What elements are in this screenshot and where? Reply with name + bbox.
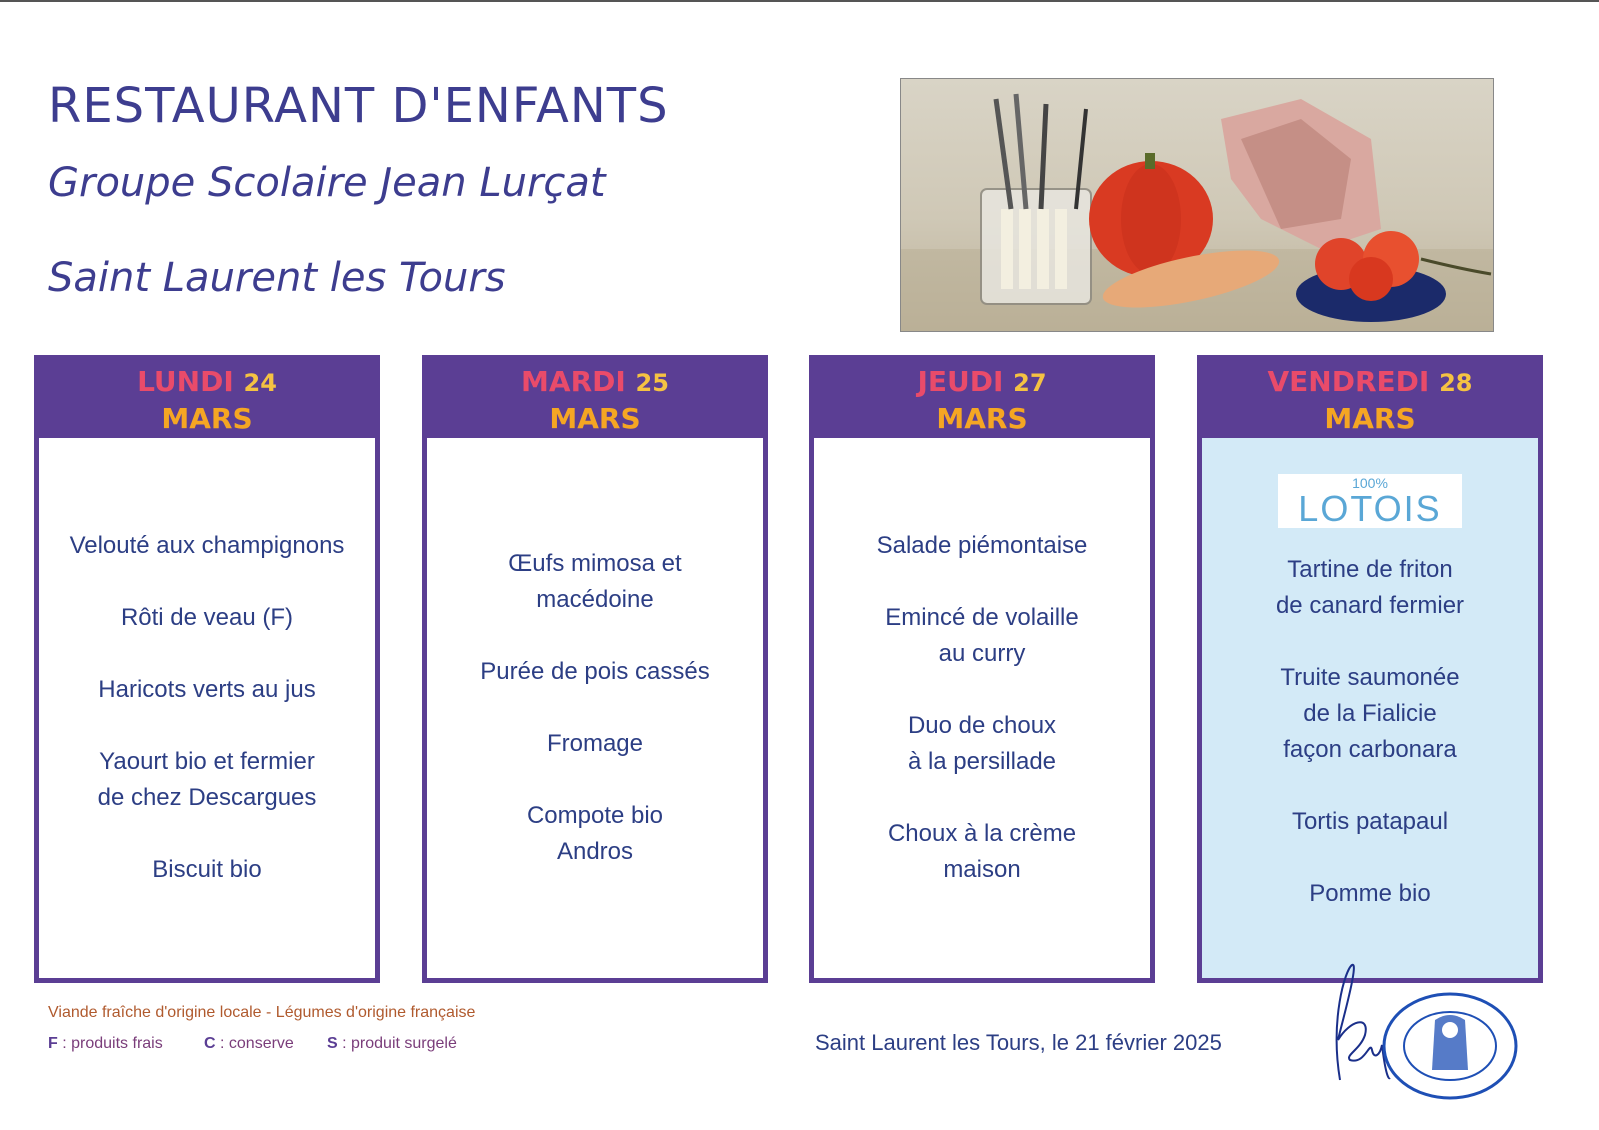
menu-item: Salade piémontaise [876,532,1088,559]
menu-item: Purée de pois cassés [480,658,710,685]
menu-item: Compote bio Andros [526,802,664,865]
day-number: 25 [635,369,669,397]
menu-item: Velouté aux champignons [69,532,345,559]
column-header [1202,360,1538,438]
menu-item: Tartine de friton de canard fermier [1275,556,1465,619]
town-name: Saint Laurent les Tours [48,255,506,301]
column-header [814,360,1150,438]
town-hall-stamp [1380,990,1520,1102]
school-name: Groupe Scolaire Jean Lurçat [48,160,606,206]
lotois-percent: 100% [1352,475,1388,491]
page-title: RESTAURANT D'ENFANTS [48,78,669,134]
day-number: 24 [243,369,277,397]
legend-canned: C : conserve [204,1035,294,1052]
menu-item: Rôti de veau (F) [120,604,294,631]
month-name: MARS [936,402,1028,435]
menu-items [1202,438,1538,978]
menu-item: Duo de choux à la persillade [907,712,1057,775]
menu-item: Yaourt bio et fermier de chez Descargues [97,748,317,811]
menu-items [39,438,375,978]
day-name: JEUDI [917,365,1004,398]
menu-column-thursday [809,355,1155,983]
menu-column-tuesday [422,355,768,983]
lotois-label: LOTOIS [1298,488,1442,529]
menu-item: Emincé de volaille au curry [885,604,1079,667]
origin-note: Viande fraîche d'origine locale - Légumes d'origine française [48,1004,476,1021]
menu-item: Biscuit bio [152,856,262,883]
menu-item: Haricots verts au jus [98,676,316,703]
menu-item: Pomme bio [1309,880,1431,907]
menu-item: Truite saumonée de la Fialicie façon carbonara [1280,664,1460,763]
column-header [427,360,763,438]
day-number: 27 [1013,369,1047,397]
menu-item: Choux à la crème maison [887,820,1077,883]
legend-fresh: F : produits frais [48,1035,163,1052]
menu-items [814,438,1150,978]
lotois-badge [1278,474,1462,528]
food-photo [900,78,1494,332]
menu-item: Tortis patapaul [1291,808,1449,835]
menu-item: Fromage [546,730,644,757]
top-border-line [0,0,1599,2]
month-name: MARS [549,402,641,435]
day-name: MARDI [521,365,626,398]
legend-frozen: S : produit surgelé [327,1035,457,1052]
day-name: VENDREDI [1267,365,1430,398]
place-and-date: Saint Laurent les Tours, le 21 février 2025 [815,1030,1222,1055]
menu-column-monday [34,355,380,983]
day-number: 28 [1439,369,1473,397]
menu-column-friday [1197,355,1543,983]
column-header [39,360,375,438]
menu-items [427,438,763,978]
month-name: MARS [1324,402,1416,435]
menu-item: Œufs mimosa et macédoine [508,550,682,613]
month-name: MARS [161,402,253,435]
day-name: LUNDI [137,365,234,398]
